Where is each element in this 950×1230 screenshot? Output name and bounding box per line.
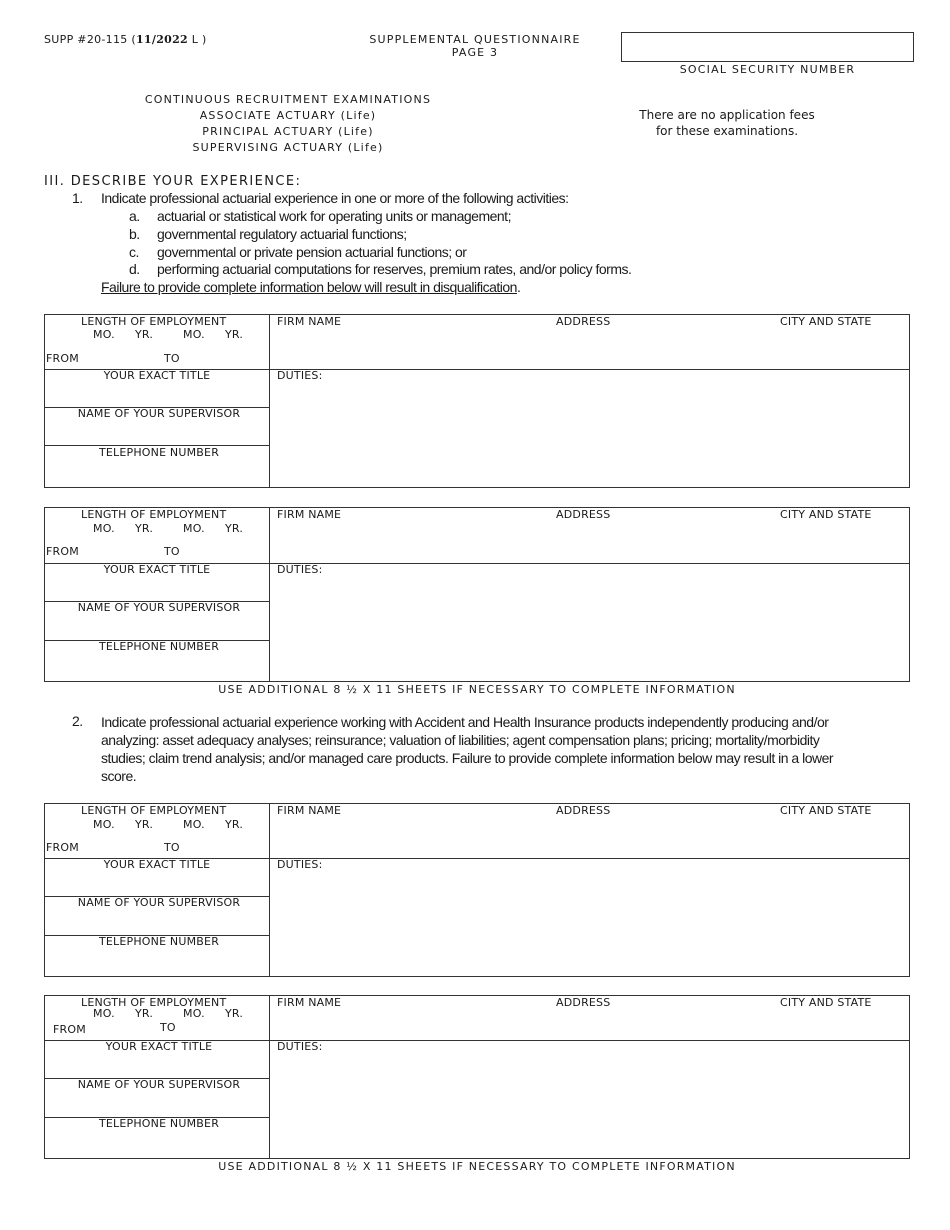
title-label: YOUR EXACT TITLE: [103, 369, 211, 382]
from-yr-label: YR.: [135, 328, 154, 341]
title-label: YOUR EXACT TITLE: [105, 1040, 213, 1053]
q1-warning: Failure to provide complete information below will result in disqualification.: [101, 279, 521, 295]
length-label: LENGTH OF EMPLOYMENT: [81, 315, 227, 328]
from-mo-label: MO.: [93, 818, 115, 831]
address-label: ADDRESS: [556, 804, 611, 817]
to-yr-label: YR.: [225, 328, 244, 341]
to-mo-label: MO.: [183, 818, 205, 831]
firm-name-label: FIRM NAME: [277, 508, 342, 521]
to-label: TO: [164, 841, 180, 854]
to-yr-label: YR.: [225, 818, 244, 831]
from-mo-label: MO.: [93, 522, 115, 535]
to-mo-label: MO.: [183, 328, 205, 341]
address-label: ADDRESS: [556, 315, 611, 328]
phone-label: TELEPHONE NUMBER: [98, 446, 220, 459]
city-state-label: CITY AND STATE: [780, 315, 872, 328]
employment-block: [44, 995, 910, 1159]
to-label: TO: [164, 352, 180, 365]
question-2-text: Indicate professional actuarial experience working with Accident and Health Insurance products independently producing and/or analyzing: asset adequacy analyses; reinsurance; valuation of liabilities; agent compensation plans; pricing; mortality/morbidity studies; claim trend analysis; and/or managed care products. Failure to provide complete information below may result in a lower score.: [101, 714, 834, 784]
duties-label: DUTIES:: [277, 1040, 323, 1053]
from-label: FROM: [46, 545, 79, 558]
duties-label: DUTIES:: [277, 563, 323, 576]
q1-item-d: performing actuarial computations for reserves, premium rates, and/or policy forms.: [157, 261, 632, 277]
form-title: SUPPLEMENTAL QUESTIONNAIRE PAGE 3: [330, 33, 620, 59]
from-yr-label: YR.: [135, 1007, 154, 1020]
address-label: ADDRESS: [556, 996, 611, 1009]
employment-block: [44, 314, 910, 488]
supervisor-label: NAME OF YOUR SUPERVISOR: [77, 601, 241, 614]
to-yr-label: YR.: [225, 1007, 244, 1020]
duties-label: DUTIES:: [277, 858, 323, 871]
form-number: SUPP #20-115 (11/2022 L ): [44, 33, 207, 46]
to-yr-label: YR.: [225, 522, 244, 535]
from-mo-label: MO.: [93, 1007, 115, 1020]
additional-sheets-note: USE ADDITIONAL 8 ½ X 11 SHEETS IF NECESSARY TO COMPLETE INFORMATION: [218, 683, 736, 696]
from-yr-label: YR.: [135, 522, 154, 535]
from-mo-label: MO.: [93, 328, 115, 341]
supervisor-label: NAME OF YOUR SUPERVISOR: [77, 407, 241, 420]
employment-block: [44, 803, 910, 977]
from-yr-label: YR.: [135, 818, 154, 831]
q1-item-a: actuarial or statistical work for operating units or management;: [157, 208, 511, 224]
page-number: PAGE 3: [451, 46, 499, 59]
phone-label: TELEPHONE NUMBER: [98, 935, 220, 948]
phone-label: TELEPHONE NUMBER: [98, 640, 220, 653]
from-label: FROM: [46, 841, 79, 854]
address-label: ADDRESS: [556, 508, 611, 521]
title-label: YOUR EXACT TITLE: [103, 563, 211, 576]
to-mo-label: MO.: [183, 522, 205, 535]
firm-name-label: FIRM NAME: [277, 804, 342, 817]
question-1-text: Indicate professional actuarial experience in one or more of the following activities:: [101, 190, 569, 206]
question-2-number: 2.: [72, 713, 83, 729]
q1-item-b-letter: b.: [129, 226, 140, 242]
phone-label: TELEPHONE NUMBER: [98, 1117, 220, 1130]
form-date: 11/2022: [135, 33, 189, 46]
q1-item-c-letter: c.: [129, 244, 139, 260]
to-label: TO: [160, 1021, 176, 1034]
employment-block: [44, 507, 910, 682]
city-state-label: CITY AND STATE: [780, 996, 872, 1009]
city-state-label: CITY AND STATE: [780, 804, 872, 817]
firm-name-label: FIRM NAME: [277, 996, 342, 1009]
ssn-label: SOCIAL SECURITY NUMBER: [679, 63, 856, 76]
q1-item-c: governmental or private pension actuarial functions; or: [157, 244, 467, 260]
length-label: LENGTH OF EMPLOYMENT: [81, 804, 227, 817]
length-label: LENGTH OF EMPLOYMENT: [81, 508, 227, 521]
to-label: TO: [164, 545, 180, 558]
supervisor-label: NAME OF YOUR SUPERVISOR: [77, 896, 241, 909]
q1-item-b: governmental regulatory actuarial functions;: [157, 226, 407, 242]
supervisor-label: NAME OF YOUR SUPERVISOR: [77, 1078, 241, 1091]
firm-name-label: FIRM NAME: [277, 315, 342, 328]
length-label: LENGTH OF EMPLOYMENT: [81, 996, 227, 1009]
duties-label: DUTIES:: [277, 369, 323, 382]
from-label: FROM: [46, 352, 79, 365]
additional-sheets-note: USE ADDITIONAL 8 ½ X 11 SHEETS IF NECESSARY TO COMPLETE INFORMATION: [218, 1160, 736, 1173]
from-label: FROM: [53, 1023, 86, 1036]
title-label: YOUR EXACT TITLE: [103, 858, 211, 871]
city-state-label: CITY AND STATE: [780, 508, 872, 521]
exam-titles: CONTINUOUS RECRUITMENT EXAMINATIONS ASSOCIATE ACTUARY (Life) PRINCIPAL ACTUARY (Life) SUPERVISING ACTUARY (Life): [144, 93, 432, 154]
q1-item-d-letter: d.: [129, 261, 140, 277]
fee-notice: There are no application fees for these examinations.: [639, 108, 815, 138]
to-mo-label: MO.: [183, 1007, 205, 1020]
question-1-number: 1.: [72, 190, 83, 206]
section-heading: III. DESCRIBE YOUR EXPERIENCE:: [44, 174, 302, 189]
ssn-input[interactable]: [621, 32, 914, 62]
q1-item-a-letter: a.: [129, 208, 140, 224]
